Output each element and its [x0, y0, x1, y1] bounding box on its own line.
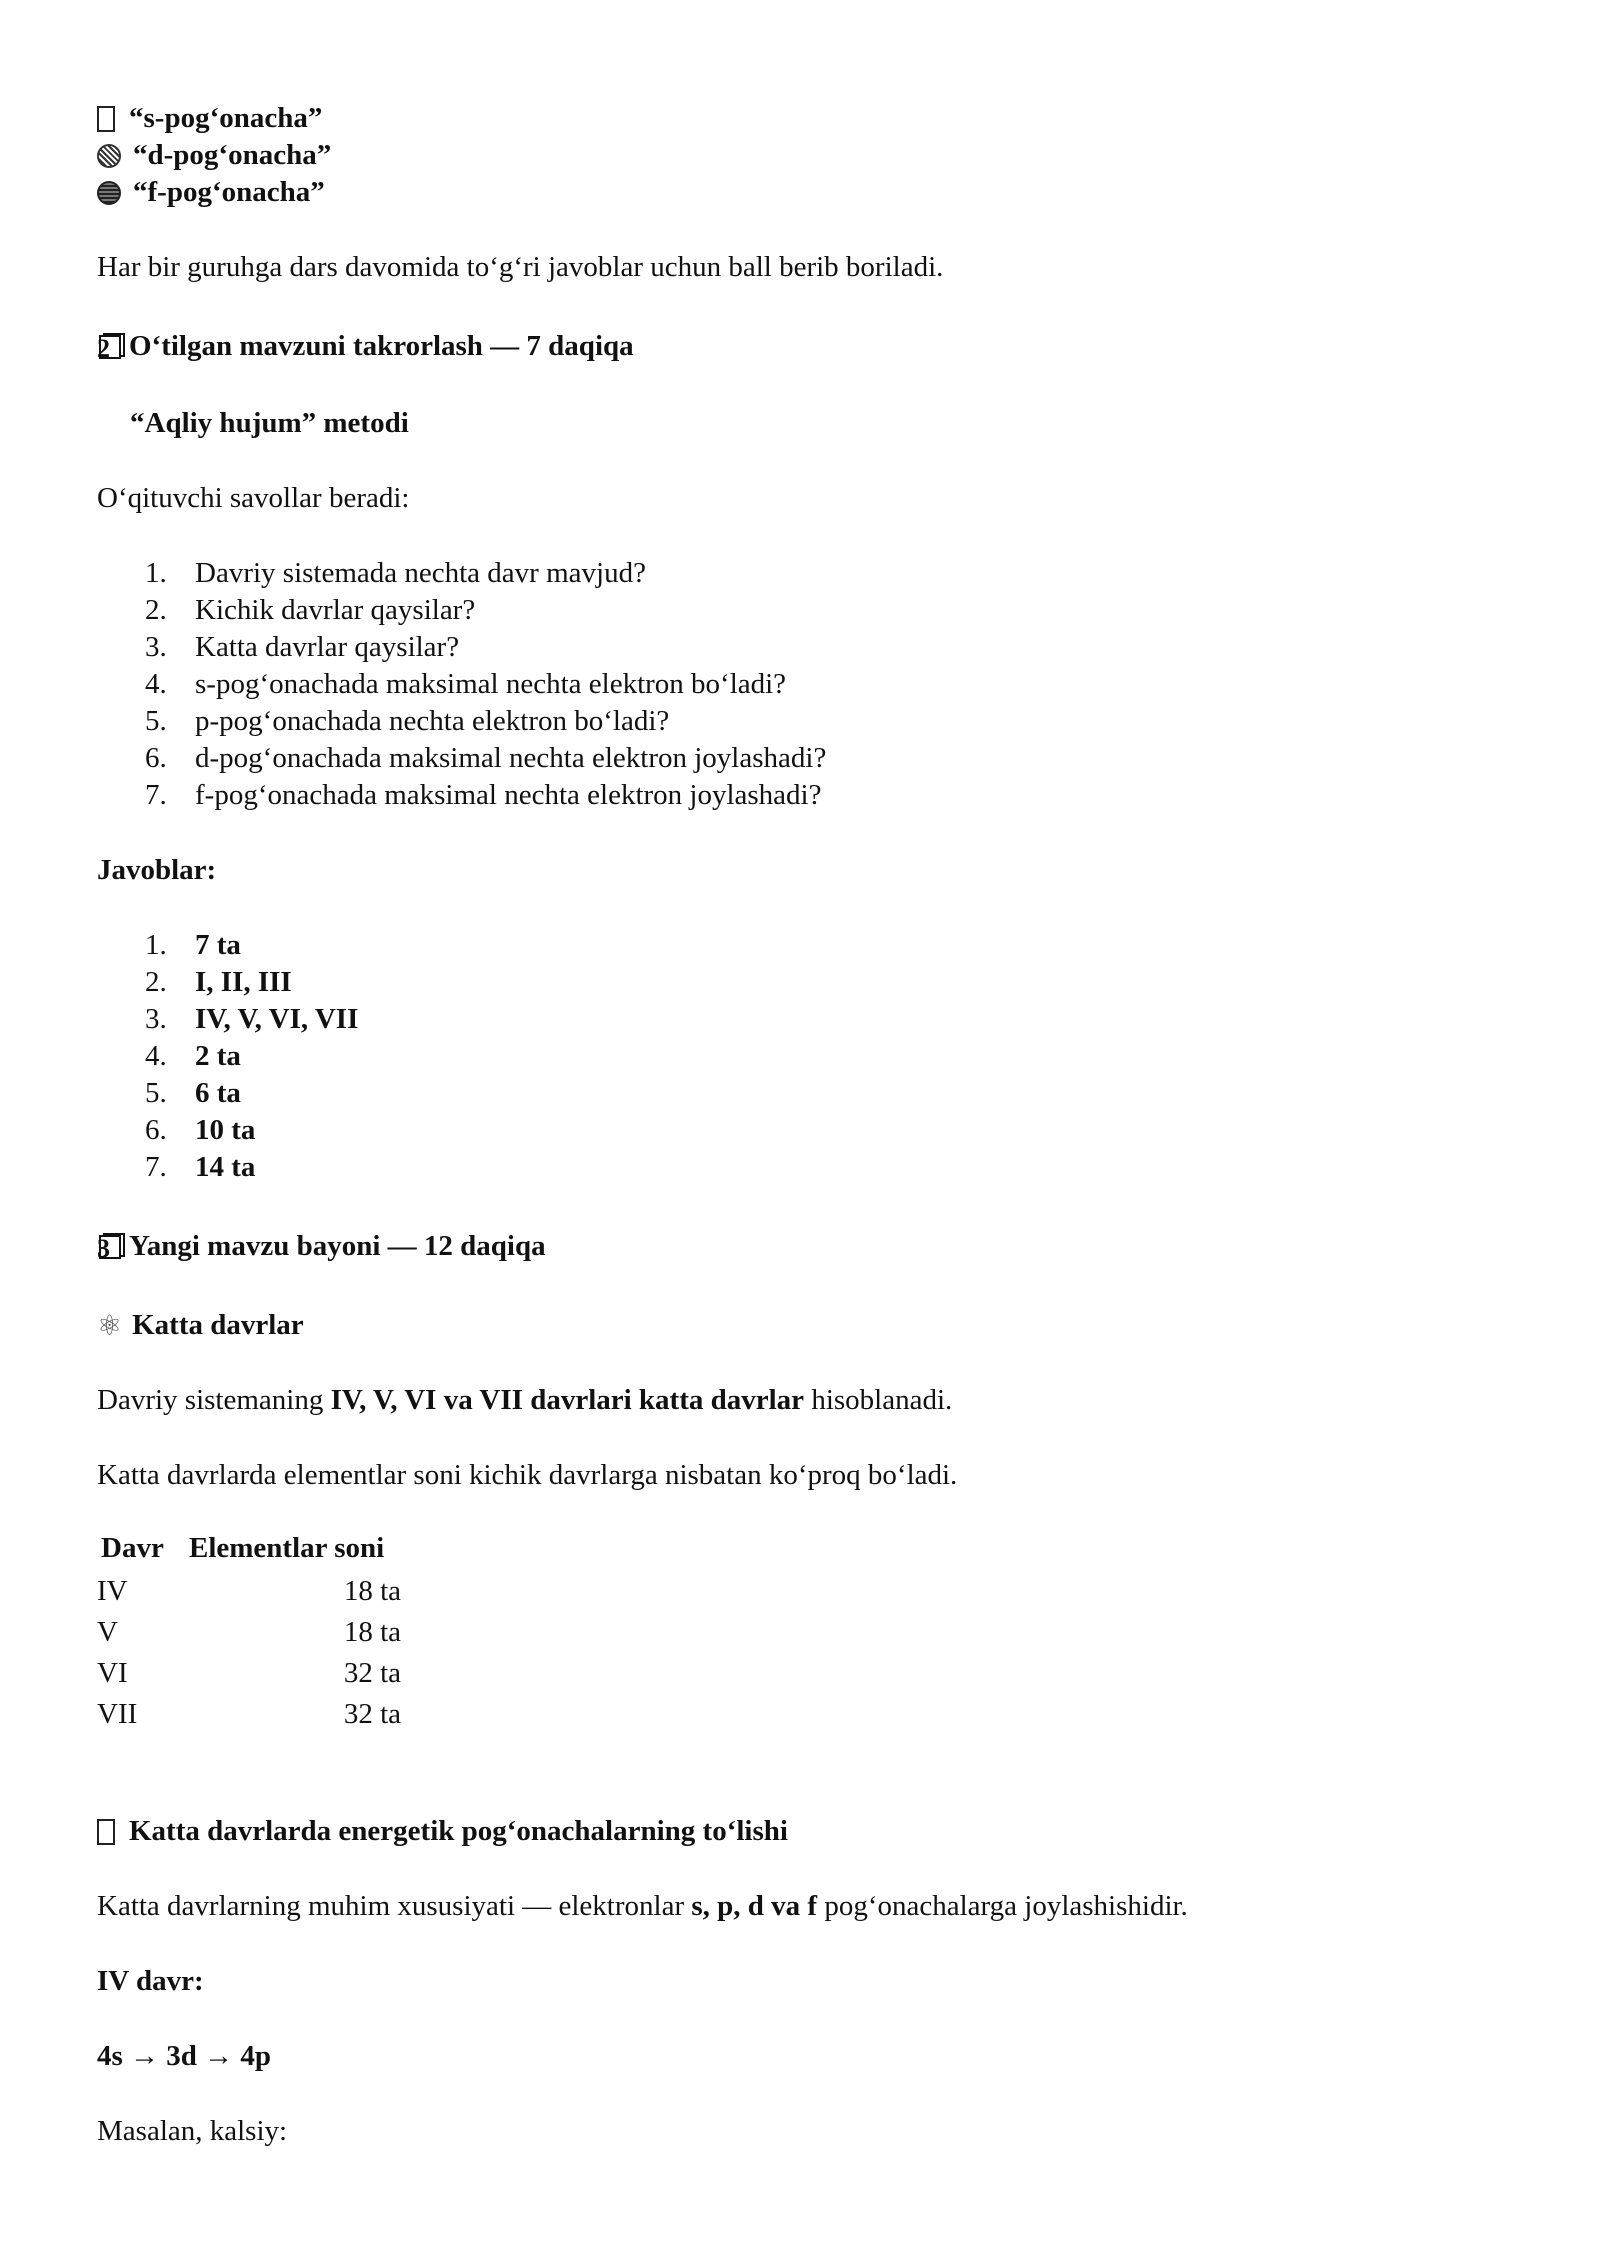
keycap-number-icon: 3: [97, 1233, 127, 1261]
answers-list: [97, 927, 1517, 1186]
questions-list: [97, 555, 1517, 814]
subheading-sublevel-filling: [97, 1813, 1517, 1850]
example-text: Masalan, kalsiy:: [97, 2115, 288, 2147]
table-header-count: Elementlar soni: [189, 1532, 385, 1564]
legend-item-s: [97, 100, 1517, 137]
questions-lead: O‘qituvchi savollar beradi:: [97, 482, 410, 514]
paragraph-element-count: Katta davrlarda elementlar soni kichik davrlarga nisbatan ko‘proq bo‘ladi.: [97, 1459, 958, 1491]
list-item: 2. Kichik davrlar qaysilar?: [145, 594, 476, 626]
legend-label: “s-pog‘onacha”: [129, 102, 323, 134]
missing-glyph-icon: [97, 1819, 115, 1845]
keycap-number-icon: 2: [97, 333, 127, 361]
period-4-order: 4s → 3d → 4p: [97, 2040, 272, 2072]
list-item: 4. s-pog‘onachada maksimal nechta elektron bo‘ladi?: [145, 668, 787, 700]
list-item: 7. f-pog‘onachada maksimal nechta elektron joylashadi?: [145, 779, 822, 811]
list-item: 7. 14 ta: [145, 1151, 256, 1183]
method-title: “Aqliy hujum” metodi: [130, 407, 409, 439]
missing-glyph-icon: [97, 106, 115, 132]
hatched-circle-icon: [97, 144, 121, 168]
section-title: Yangi mavzu bayoni — 12 daqiqa: [129, 1230, 546, 1262]
list-item: 1. 7 ta: [145, 929, 241, 961]
subheading-text: Katta davrlarda energetik pog‘onachalarning to‘lishi: [129, 1815, 788, 1847]
legend-item-d: [97, 137, 1517, 174]
list-item: 3. Katta davrlar qaysilar?: [145, 631, 460, 663]
list-item: 5. p-pog‘onachada nechta elektron bo‘ladi?: [145, 705, 670, 737]
paragraph-large-periods: Davriy sistemaning IV, V, VI va VII davrlari katta davrlar hisoblanadi.: [97, 1384, 953, 1416]
table-row: IV 18 ta: [97, 1575, 401, 1607]
periods-table: [97, 1530, 401, 1735]
legend-item-f: [97, 174, 1517, 211]
table-header-period: Davr: [101, 1532, 164, 1564]
intro-text: Har bir guruhga dars davomida to‘g‘ri javoblar uchun ball berib boriladi.: [97, 251, 944, 283]
table-row: V 18 ta: [97, 1616, 401, 1648]
section-title: O‘tilgan mavzuni takrorlash — 7 daqiqa: [129, 330, 634, 362]
list-item: 3. IV, V, VI, VII: [145, 1003, 359, 1035]
atom-icon: ⚛: [97, 1309, 123, 1342]
list-item: 4. 2 ta: [145, 1040, 241, 1072]
list-item: 1. Davriy sistemada nechta davr mavjud?: [145, 557, 646, 589]
document-page: [97, 100, 1517, 2150]
section-heading-new-topic: [97, 1228, 1517, 1265]
list-item: 2. I, II, III: [145, 966, 292, 998]
subheading-text: Katta davrlar: [132, 1309, 304, 1341]
table-row: VII 32 ta: [97, 1698, 401, 1730]
list-item: 6. d-pog‘onachada maksimal nechta elektron joylashadi?: [145, 742, 827, 774]
legend-label: “f-pog‘onacha”: [133, 176, 325, 208]
table-row: VI 32 ta: [97, 1657, 401, 1689]
legend-label: “d-pog‘onacha”: [133, 139, 332, 171]
period-4-label: IV davr:: [97, 1965, 204, 1997]
section-heading-review: [97, 328, 1517, 365]
paragraph-sublevels: Katta davrlarning muhim xususiyati — elektronlar s, p, d va f pog‘onachalarga joylashishidir.: [97, 1890, 1188, 1922]
answers-title: Javoblar:: [97, 854, 217, 886]
subheading-large-periods: [97, 1307, 1517, 1344]
dark-circle-icon: [97, 181, 121, 205]
list-item: 6. 10 ta: [145, 1114, 256, 1146]
list-item: 5. 6 ta: [145, 1077, 241, 1109]
